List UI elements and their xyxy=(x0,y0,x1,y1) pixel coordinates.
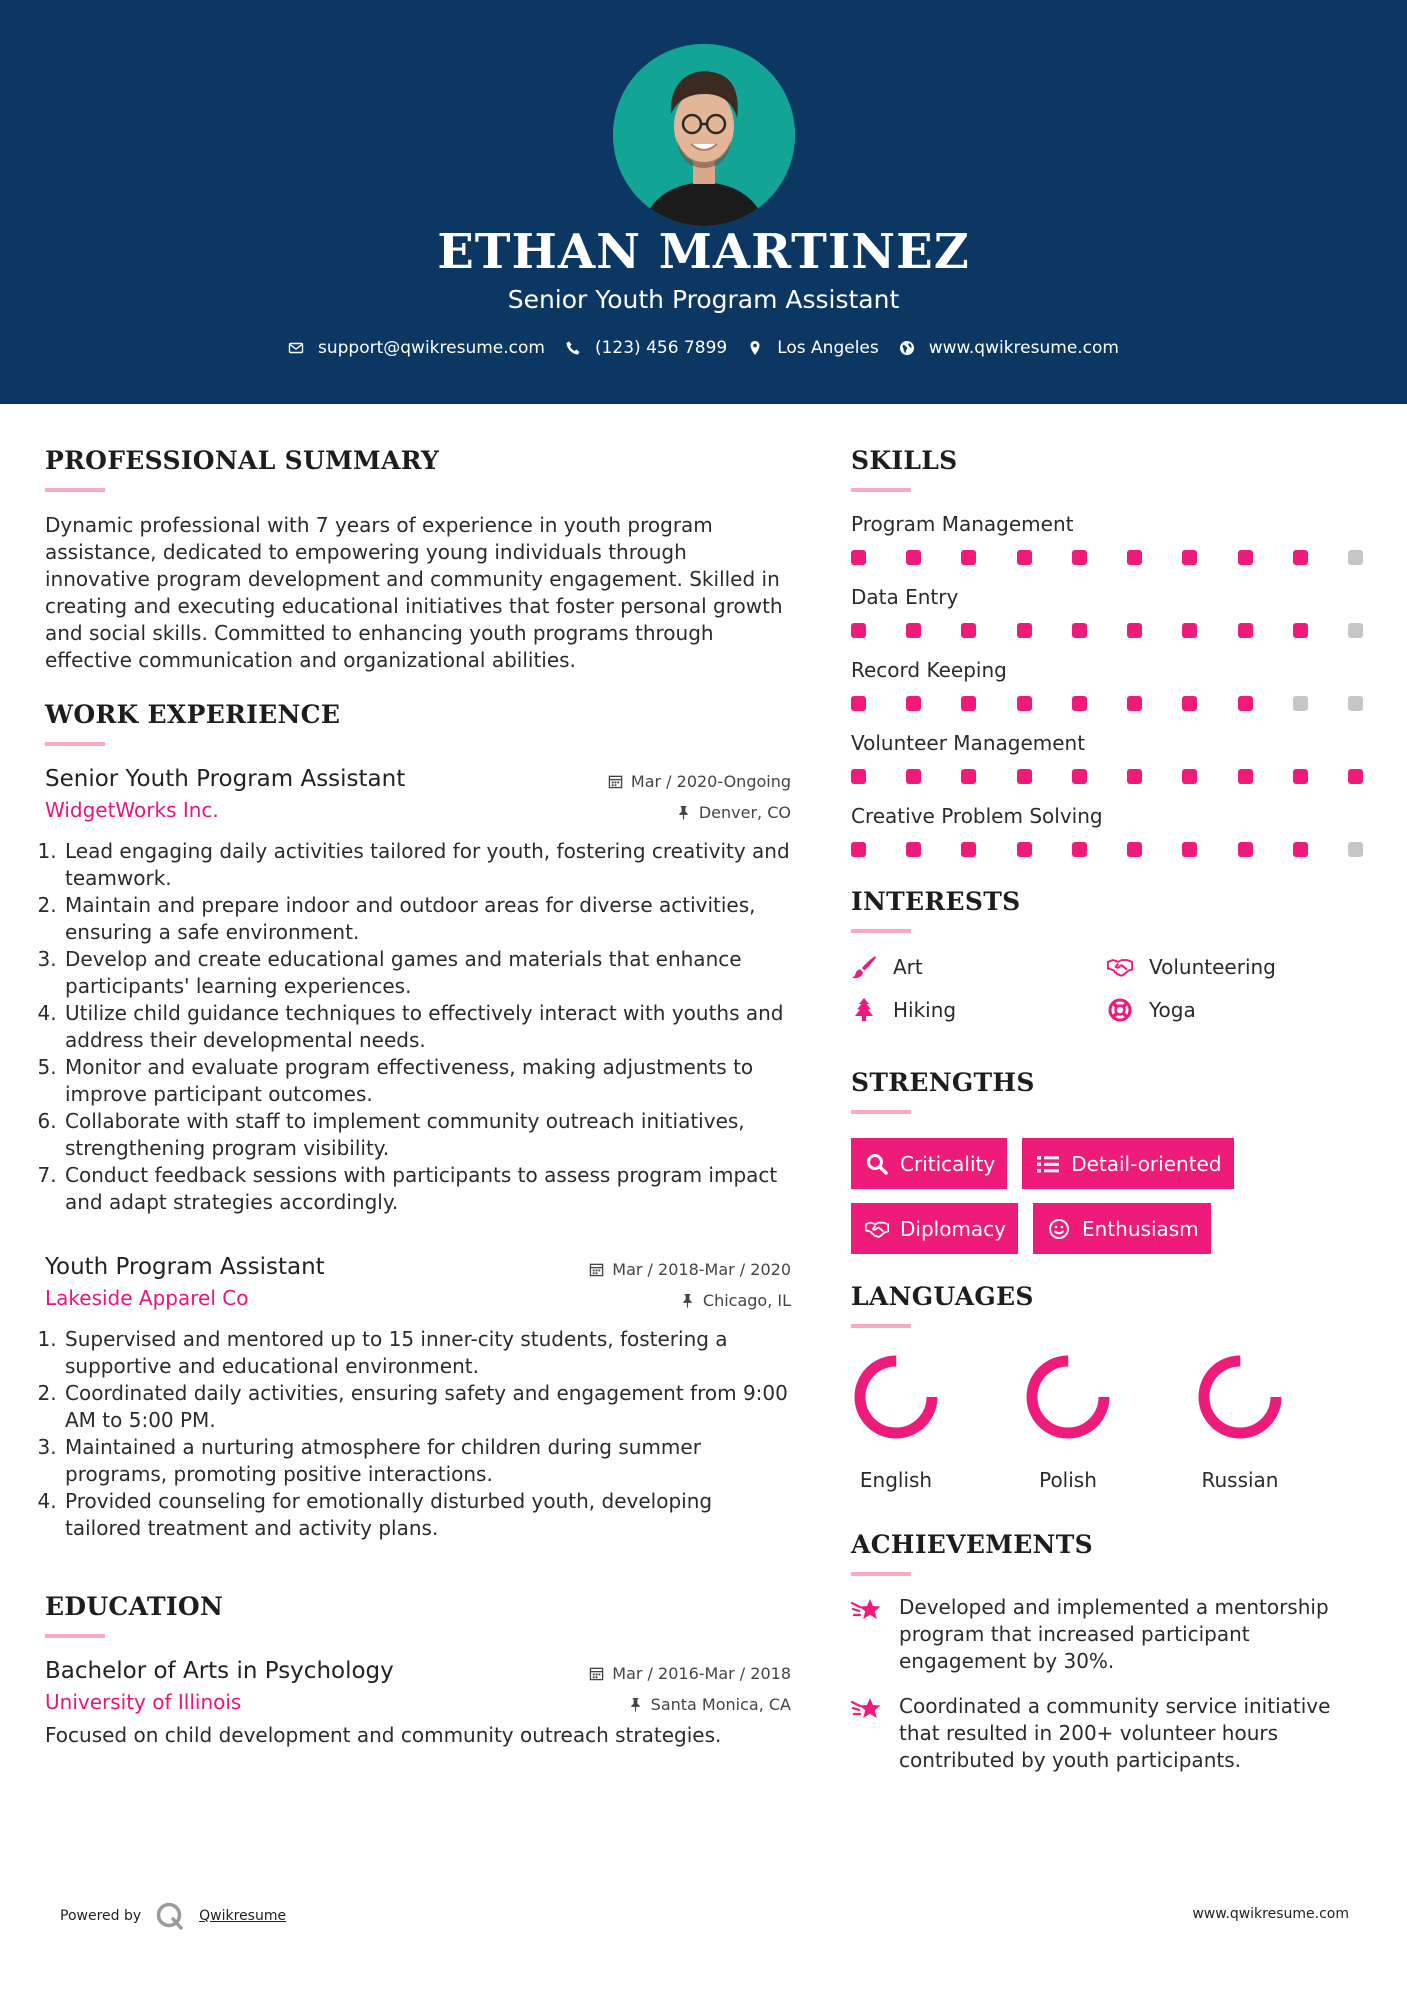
job-company: Lakeside Apparel Co xyxy=(45,1286,249,1310)
skill-row xyxy=(851,731,1367,784)
duty-item: 4. Utilize child guidance techniques to effectively interact with youths and address their developmental needs. xyxy=(63,1000,791,1054)
contact-website[interactable] xyxy=(899,338,1119,358)
globe-icon xyxy=(899,340,915,356)
experience-heading: WORK EXPERIENCE xyxy=(45,700,341,729)
language-item xyxy=(1023,1352,1113,1492)
calendar-icon xyxy=(589,1666,604,1681)
strength-chip xyxy=(1033,1203,1211,1254)
interest-item xyxy=(851,998,1107,1022)
school-name: University of Illinois xyxy=(45,1690,242,1714)
skill-name: Record Keeping xyxy=(851,658,1007,682)
skill-dot xyxy=(1017,769,1032,784)
skill-dot xyxy=(1017,696,1032,711)
skill-dot xyxy=(851,769,866,784)
skill-dot xyxy=(1238,696,1253,711)
interest-label: Art xyxy=(893,955,923,979)
education-dates xyxy=(589,1664,791,1683)
language-ring xyxy=(1023,1352,1113,1442)
skill-row xyxy=(851,804,1367,857)
skill-dot xyxy=(906,696,921,711)
job-dates-text: Mar / 2018-Mar / 2020 xyxy=(612,1260,791,1279)
job-dates xyxy=(589,1260,791,1279)
skill-dot xyxy=(1017,842,1032,857)
strengths-heading: STRENGTHS xyxy=(851,1068,1035,1097)
job-duties xyxy=(45,1326,791,1542)
education-entry xyxy=(45,1658,791,1749)
skill-dot xyxy=(851,623,866,638)
skill-dot xyxy=(1293,769,1308,784)
job-location-text: Denver, CO xyxy=(698,803,791,822)
education-location-text: Santa Monica, CA xyxy=(650,1695,791,1714)
skill-row xyxy=(851,585,1367,638)
contact-location-text: Los Angeles xyxy=(777,338,879,358)
interests-list xyxy=(851,955,1367,1022)
achievements-list xyxy=(851,1594,1367,1774)
skill-dot xyxy=(961,696,976,711)
skill-name: Creative Problem Solving xyxy=(851,804,1103,828)
strength-chip xyxy=(1022,1138,1233,1189)
duty-item: 2. Maintain and prepare indoor and outdoor areas for diverse activities, ensuring a safe environment. xyxy=(63,892,791,946)
handshake-icon xyxy=(1107,955,1133,979)
job-dates-text: Mar / 2020-Ongoing xyxy=(630,772,791,791)
section-rule xyxy=(45,488,105,492)
section-rule xyxy=(851,1110,911,1114)
achievements-heading: ACHIEVEMENTS xyxy=(851,1530,1093,1559)
contact-email[interactable] xyxy=(288,338,545,358)
language-level-arc xyxy=(860,1361,932,1433)
job-company: WidgetWorks Inc. xyxy=(45,798,219,822)
skill-dot xyxy=(1127,623,1142,638)
interest-item xyxy=(851,955,1107,979)
tree-icon xyxy=(851,998,877,1022)
skill-dot xyxy=(1127,842,1142,857)
skill-dot xyxy=(851,696,866,711)
skill-dot xyxy=(1182,769,1197,784)
skill-dot xyxy=(1348,769,1363,784)
skill-dot xyxy=(1293,550,1308,565)
strength-label: Criticality xyxy=(900,1151,996,1176)
powered-by-text: Powered by xyxy=(60,1908,142,1924)
skill-dot xyxy=(1072,623,1087,638)
strengths-section xyxy=(851,1068,1367,1254)
achievement-text: Coordinated a community service initiative that resulted in 200+ volunteer hours contributed by youth participants. xyxy=(899,1694,1331,1772)
achievement-item xyxy=(851,1693,1367,1774)
list-icon xyxy=(1036,1153,1060,1175)
skill-dot xyxy=(906,623,921,638)
skill-dot xyxy=(1238,550,1253,565)
experience-section xyxy=(45,700,791,1542)
education-heading: EDUCATION xyxy=(45,1592,224,1621)
interest-item xyxy=(1107,955,1363,979)
contact-phone[interactable] xyxy=(565,338,727,358)
skill-dot xyxy=(961,550,976,565)
skill-meter xyxy=(851,842,1363,857)
skill-dot xyxy=(1293,842,1308,857)
handshake-icon xyxy=(865,1218,889,1240)
right-column xyxy=(851,446,1367,1774)
skill-dot xyxy=(1348,696,1363,711)
strength-label: Detail-oriented xyxy=(1071,1151,1222,1176)
skill-row xyxy=(851,658,1367,711)
skill-dot xyxy=(1238,842,1253,857)
qwikresume-logo-icon xyxy=(155,1901,185,1931)
skills-list xyxy=(851,512,1367,857)
contact-location xyxy=(747,338,879,358)
section-rule xyxy=(45,742,105,746)
duty-item: 2. Coordinated daily activities, ensuring safety and engagement from 9:00 AM to 5:00 PM. xyxy=(63,1380,791,1434)
education-dates-text: Mar / 2016-Mar / 2018 xyxy=(612,1664,791,1683)
paintbrush-icon xyxy=(851,955,877,979)
skill-dot xyxy=(1182,696,1197,711)
summary-text: Dynamic professional with 7 years of experience in youth program assistance, dedicated to empowering young individuals through innovative program development and community engagement. Skilled in creating and executing educational initiatives that foster personal growth and social skills. Committed to enhancing youth programs through effective communication and organizational abilities. xyxy=(45,513,783,672)
skill-dot xyxy=(1238,769,1253,784)
skill-dot xyxy=(1182,550,1197,565)
skill-dot xyxy=(1127,550,1142,565)
skill-meter xyxy=(851,769,1363,784)
qwikresume-link[interactable]: Qwikresume xyxy=(199,1908,287,1924)
language-ring xyxy=(1195,1352,1285,1442)
skill-dot xyxy=(1293,623,1308,638)
summary-section xyxy=(45,446,791,674)
skill-dot xyxy=(1072,842,1087,857)
skill-dot xyxy=(1017,623,1032,638)
language-level-arc xyxy=(1204,1361,1276,1433)
languages-section xyxy=(851,1282,1367,1492)
skill-dot xyxy=(1127,769,1142,784)
job-title: Senior Youth Program Assistant xyxy=(45,766,406,792)
skills-heading: SKILLS xyxy=(851,446,958,475)
job-location xyxy=(676,803,791,822)
degree-title: Bachelor of Arts in Psychology xyxy=(45,1658,394,1684)
skill-dot xyxy=(1182,842,1197,857)
skill-dot xyxy=(1238,623,1253,638)
duty-item: 6. Collaborate with staff to implement community outreach initiatives, strengthening program visibility. xyxy=(63,1108,791,1162)
smile-icon xyxy=(1047,1218,1071,1240)
strength-label: Enthusiasm xyxy=(1082,1216,1199,1241)
skill-dot xyxy=(1072,769,1087,784)
skill-meter xyxy=(851,696,1363,711)
languages-heading: LANGUAGES xyxy=(851,1282,1034,1311)
shooting-star-icon xyxy=(851,1694,883,1724)
skill-name: Data Entry xyxy=(851,585,959,609)
skill-dot xyxy=(1348,842,1363,857)
duty-item: 4. Provided counseling for emotionally disturbed youth, developing tailored treatment and activity plans. xyxy=(63,1488,791,1542)
section-rule xyxy=(851,488,911,492)
duty-item: 1. Lead engaging daily activities tailored for youth, fostering creativity and teamwork. xyxy=(63,838,791,892)
language-item xyxy=(851,1352,941,1492)
interest-label: Yoga xyxy=(1149,998,1196,1022)
languages-list xyxy=(851,1352,1367,1492)
language-level-arc xyxy=(1032,1361,1104,1433)
summary-heading: PROFESSIONAL SUMMARY xyxy=(45,446,440,475)
contact-bar xyxy=(0,338,1407,358)
pushpin-icon xyxy=(628,1697,643,1712)
footer-url[interactable]: www.qwikresume.com xyxy=(1192,1906,1349,1922)
profile-photo xyxy=(613,44,795,226)
skill-dot xyxy=(1017,550,1032,565)
skill-dot xyxy=(906,842,921,857)
skill-dot xyxy=(1127,696,1142,711)
interest-label: Hiking xyxy=(893,998,957,1022)
language-label: English xyxy=(859,1468,933,1492)
duty-item: 5. Monitor and evaluate program effectiveness, making adjustments to improve participant outcomes. xyxy=(63,1054,791,1108)
duty-item: 7. Conduct feedback sessions with participants to assess program impact and adapt strategies accordingly. xyxy=(63,1162,791,1216)
candidate-title: Senior Youth Program Assistant xyxy=(507,285,900,314)
skill-dot xyxy=(961,623,976,638)
achievement-item xyxy=(851,1594,1367,1675)
achievements-section xyxy=(851,1530,1367,1774)
skill-dot xyxy=(1072,696,1087,711)
pushpin-icon xyxy=(676,805,691,820)
skill-dot xyxy=(1348,623,1363,638)
language-label: Russian xyxy=(1201,1468,1279,1492)
interests-heading: INTERESTS xyxy=(851,887,1021,916)
lifebuoy-icon xyxy=(1107,998,1133,1022)
skill-dot xyxy=(1293,696,1308,711)
shooting-star-icon xyxy=(851,1595,883,1625)
job-location xyxy=(680,1291,791,1310)
resume-header xyxy=(0,0,1407,404)
language-item xyxy=(1195,1352,1285,1492)
skill-dot xyxy=(1072,550,1087,565)
footer-powered-by xyxy=(60,1901,286,1931)
left-column xyxy=(45,446,791,1749)
education-description: Focused on child development and community outreach strategies. xyxy=(45,1723,722,1747)
phone-icon xyxy=(565,340,581,356)
envelope-icon xyxy=(288,340,304,356)
skill-dot xyxy=(961,842,976,857)
contact-phone-text: (123) 456 7899 xyxy=(594,338,728,358)
skill-name: Program Management xyxy=(851,512,1074,536)
skill-dot xyxy=(1348,550,1363,565)
job-dates xyxy=(608,772,791,791)
education-location xyxy=(628,1695,791,1714)
interest-label: Volunteering xyxy=(1149,955,1276,979)
job-duties xyxy=(45,838,791,1216)
interest-item xyxy=(1107,998,1363,1022)
achievement-text: Developed and implemented a mentorship program that increased participant engagement by 30%. xyxy=(899,1595,1329,1673)
job-entry xyxy=(45,1254,791,1542)
strength-chip xyxy=(851,1138,1007,1189)
skill-dot xyxy=(961,769,976,784)
duty-item: 3. Maintained a nurturing atmosphere for children during summer programs, promoting positive interactions. xyxy=(63,1434,791,1488)
strength-label: Diplomacy xyxy=(900,1216,1007,1241)
strengths-list xyxy=(851,1138,1321,1254)
map-pin-icon xyxy=(747,340,763,356)
section-rule xyxy=(851,1324,911,1328)
skill-dot xyxy=(851,550,866,565)
job-location-text: Chicago, IL xyxy=(702,1291,791,1310)
contact-website-text: www.qwikresume.com xyxy=(928,338,1119,358)
skill-dot xyxy=(1182,623,1197,638)
interests-section xyxy=(851,887,1367,1022)
job-title: Youth Program Assistant xyxy=(45,1254,325,1280)
skill-row xyxy=(851,512,1367,565)
education-section xyxy=(45,1592,791,1749)
skill-dot xyxy=(851,842,866,857)
duty-item: 1. Supervised and mentored up to 15 inner-city students, fostering a supportive and educational environment. xyxy=(63,1326,791,1380)
skill-dot xyxy=(906,550,921,565)
language-ring xyxy=(851,1352,941,1442)
skill-meter xyxy=(851,550,1363,565)
skills-section xyxy=(851,446,1367,857)
skill-name: Volunteer Management xyxy=(851,731,1086,755)
calendar-icon xyxy=(589,1262,604,1277)
section-rule xyxy=(851,929,911,933)
pushpin-icon xyxy=(680,1293,695,1308)
candidate-name: ETHAN MARTINEZ xyxy=(437,224,970,280)
duty-item: 3. Develop and create educational games and materials that enhance participants' learning experiences. xyxy=(63,946,791,1000)
section-rule xyxy=(45,1634,105,1638)
search-icon xyxy=(865,1153,889,1175)
contact-email-text: support@qwikresume.com xyxy=(318,338,545,358)
calendar-icon xyxy=(608,774,623,789)
job-entry xyxy=(45,766,791,1216)
section-rule xyxy=(851,1572,911,1576)
strength-chip xyxy=(851,1203,1018,1254)
language-label: Polish xyxy=(1039,1468,1097,1492)
skill-dot xyxy=(906,769,921,784)
skill-meter xyxy=(851,623,1363,638)
